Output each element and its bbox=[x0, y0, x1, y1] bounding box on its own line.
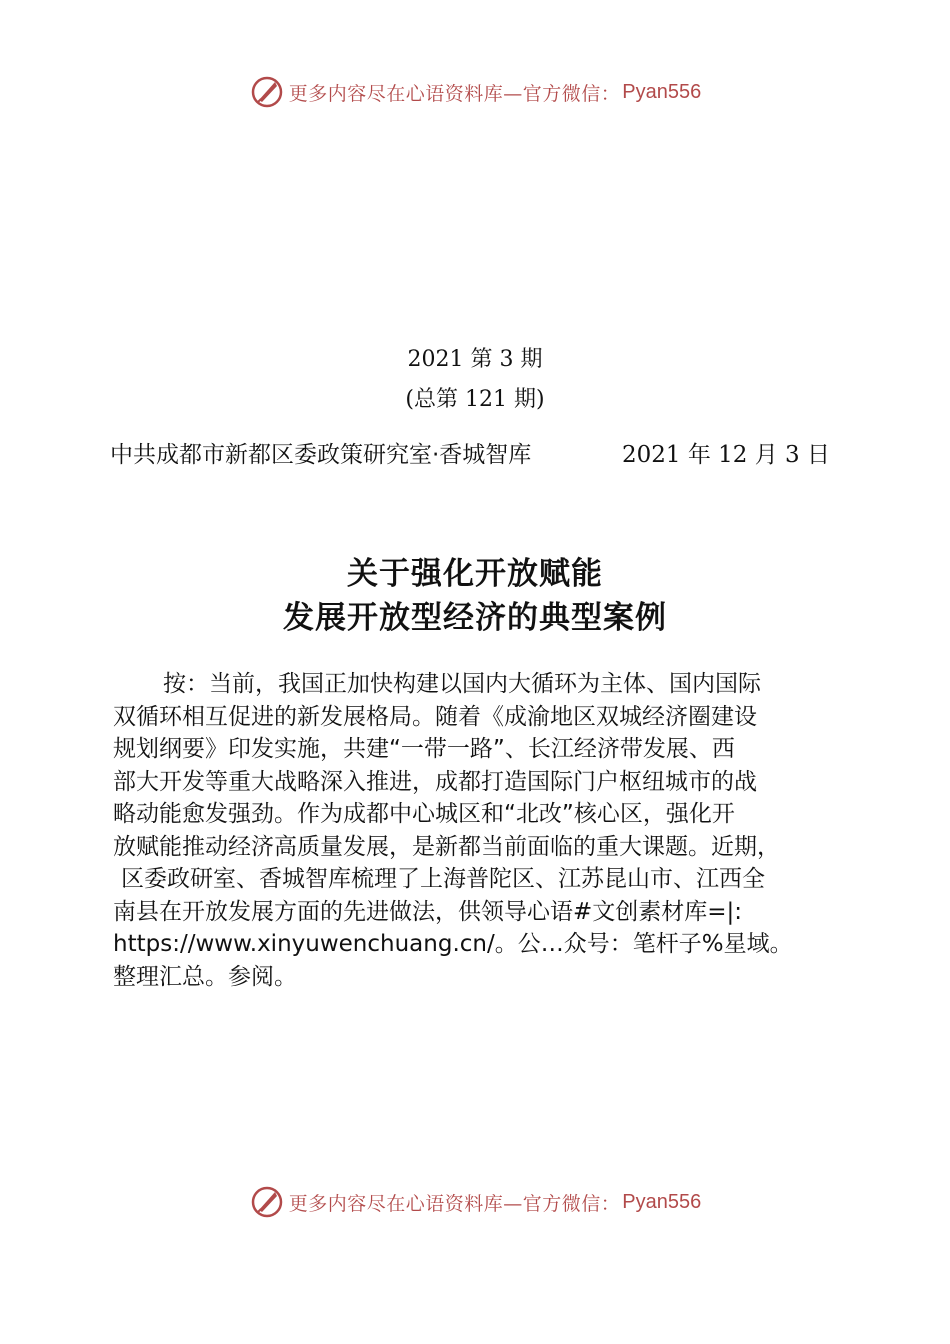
quill-pen-logo-icon bbox=[249, 74, 285, 110]
watermark-wechat-id: Pyan556 bbox=[622, 1190, 702, 1213]
organization-name: 中共成都市新都区委政策研究室·香城智库 bbox=[110, 442, 532, 468]
body-line: 整理汇总。参阅。 bbox=[113, 963, 297, 990]
body-line: 放赋能推动经济高质量发展，是新都当前面临的重大课题。近期， bbox=[113, 833, 780, 860]
issue-number: 2021 第 3 期 bbox=[407, 347, 543, 372]
watermark-text: 更多内容尽在心语资料库—官方微信： bbox=[288, 1192, 621, 1215]
watermark-wechat-id: Pyan556 bbox=[622, 80, 702, 103]
document-title-line-1: 关于强化开放赋能 bbox=[347, 556, 603, 592]
body-line: 略动能愈发强劲。作为成都中心城区和“北改”核心区，强化开 bbox=[113, 801, 735, 827]
watermark-top bbox=[0, 72, 950, 112]
body-line: 部大开发等重大战略深入推进，成都打造国际门户枢纽城市的战 bbox=[113, 768, 757, 795]
total-issue-number: (总第 121 期) bbox=[405, 387, 545, 412]
document-title-line-2: 发展开放型经济的典型案例 bbox=[283, 600, 667, 636]
body-line: 区委政研室、香城智库梳理了上海普陀区、江苏昆山市、江西全 bbox=[121, 866, 765, 892]
body-line: 南县在开放发展方面的先进做法，供领导心语#文创素材库=|: bbox=[113, 898, 743, 925]
organization-date-line bbox=[110, 436, 830, 470]
body-line: 双循环相互促进的新发展格局。随着《成渝地区双城经济圈建设 bbox=[113, 703, 757, 730]
watermark-text: 更多内容尽在心语资料库—官方微信： bbox=[288, 82, 621, 105]
body-line: 按：当前，我国正加快构建以国内大循环为主体、国内国际 bbox=[163, 671, 761, 697]
body-paragraph bbox=[113, 668, 843, 993]
body-line: 规划纲要》印发实施，共建“一带一路”、长江经济带发展、西 bbox=[113, 736, 735, 762]
publication-date: 2021 年 12 月 3 日 bbox=[622, 442, 830, 468]
watermark-bottom bbox=[0, 1182, 950, 1222]
body-line: https://www.xinyuwenchuang.cn/。公…众号：笔杆子%星域。 bbox=[113, 931, 793, 957]
quill-pen-logo-icon bbox=[249, 1184, 285, 1220]
